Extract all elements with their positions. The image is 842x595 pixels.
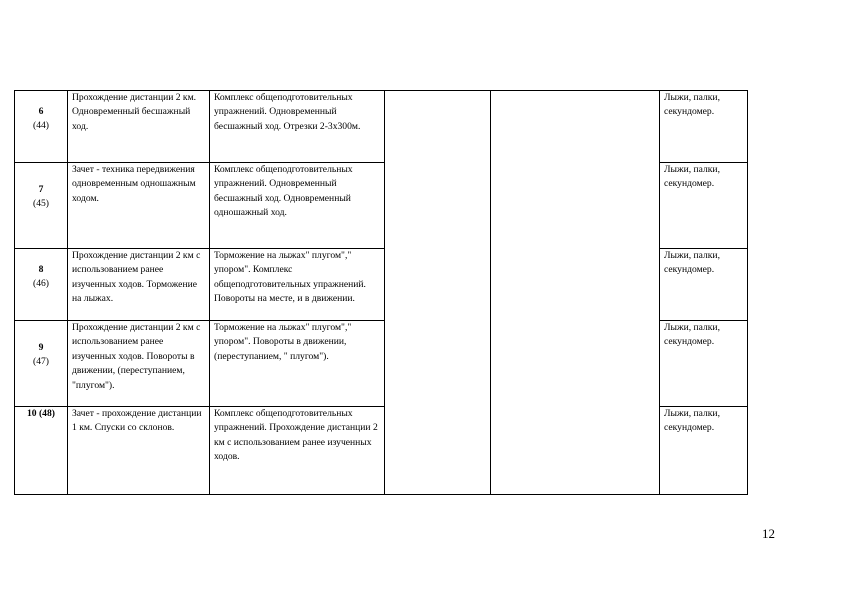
equipment: Лыжи, палки, секундомер. — [664, 250, 720, 276]
equipment: Лыжи, палки, секундомер. — [664, 164, 720, 190]
lesson-number: 8 — [38, 264, 44, 275]
lesson-number-total: (46) — [33, 278, 49, 290]
table-row — [15, 91, 748, 163]
lesson-plan-table — [14, 90, 748, 495]
lesson-content: Торможение на лыжах" плугом"," упором". Повороты в движении, (переступанием, " плугом"). — [214, 322, 352, 362]
lesson-number-cell — [15, 249, 68, 321]
lesson-content-cell — [210, 163, 385, 249]
lesson-number-total: (44) — [33, 120, 49, 132]
lesson-number-cell — [15, 407, 68, 495]
lesson-topic-cell — [68, 407, 210, 495]
lesson-number: 6 — [38, 106, 44, 117]
lesson-number: 7 — [38, 184, 44, 195]
empty-column-cell — [491, 91, 660, 495]
lesson-topic-cell — [68, 321, 210, 407]
equipment-cell — [660, 407, 748, 495]
equipment-cell — [660, 163, 748, 249]
lesson-content-cell — [210, 249, 385, 321]
lesson-topic: Зачет - прохождение дистанции 1 км. Спуски со склонов. — [72, 408, 202, 434]
page-number: 12 — [762, 526, 775, 541]
lesson-content-cell — [210, 91, 385, 163]
lesson-number: 9 — [38, 342, 44, 353]
lesson-number-cell — [15, 91, 68, 163]
equipment-cell — [660, 91, 748, 163]
lesson-content: Комплекс общеподготовительных упражнений. Одновременный бесшажный ход. Одновременный одношажный ход. — [214, 164, 353, 219]
lesson-content-cell — [210, 321, 385, 407]
lesson-number-cell — [15, 163, 68, 249]
lesson-content: Комплекс общеподготовительных упражнений. Прохождение дистанции 2 км с использованием ранее изученных ходов. — [214, 408, 378, 463]
lesson-number-cell — [15, 321, 68, 407]
lesson-content-cell — [210, 407, 385, 495]
lesson-content: Комплекс общеподготовительных упражнений. Одновременный бесшажный ход. Отрезки 2-3х300м. — [214, 92, 361, 132]
equipment-cell — [660, 321, 748, 407]
equipment-cell — [660, 249, 748, 321]
lesson-content: Торможение на лыжах" плугом"," упором". Комплекс общеподготовительных упражнений. Повороты на месте, и в движении. — [214, 250, 366, 305]
lesson-topic: Прохождение дистанции 2 км. Одновременный бесшажный ход. — [72, 92, 197, 132]
empty-column-cell — [385, 91, 491, 495]
equipment: Лыжи, палки, секундомер. — [664, 408, 720, 434]
lesson-topic-cell — [68, 249, 210, 321]
lesson-number-total: (47) — [33, 356, 49, 368]
equipment: Лыжи, палки, секундомер. — [664, 322, 720, 348]
lesson-number: 10 (48) — [27, 408, 55, 419]
lesson-number-total: (45) — [33, 198, 49, 210]
lesson-topic: Прохождение дистанции 2 км с использованием ранее изученных ходов. Торможение на лыжах. — [72, 250, 201, 305]
lesson-topic-cell — [68, 91, 210, 163]
lesson-topic: Зачет - техника передвижения одновременным одношажным ходом. — [72, 164, 196, 204]
equipment: Лыжи, палки, секундомер. — [664, 92, 720, 118]
lesson-topic: Прохождение дистанции 2 км с использованием ранее изученных ходов. Повороты в движении, (переступанием, "плугом"). — [72, 322, 201, 391]
lesson-topic-cell — [68, 163, 210, 249]
